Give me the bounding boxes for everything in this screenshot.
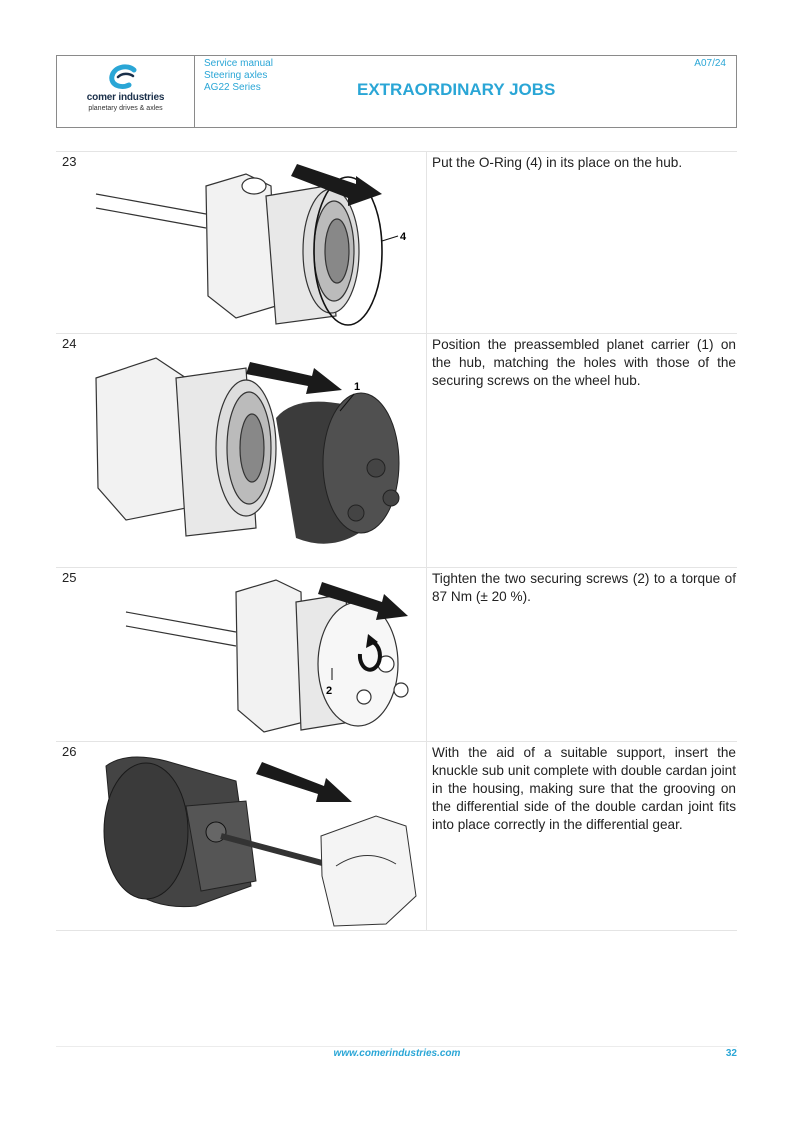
logo-tagline: planetary drives & axles	[88, 105, 163, 112]
logo-name: comer industries	[86, 92, 165, 103]
step-text: Position the preassembled planet carrier (1) on the hub, matching the holes with those of the securing screws on the wheel hub.	[432, 337, 736, 388]
step-number: 25	[62, 570, 77, 585]
section-end-rule	[56, 930, 737, 931]
arrow-icon	[256, 762, 352, 802]
meta-line: Steering axles	[204, 70, 268, 81]
manual-meta	[204, 58, 273, 94]
figure-securing-screws	[86, 572, 422, 738]
step-text: Put the O-Ring (4) in its place on the hub.	[432, 155, 683, 170]
step-number: 26	[62, 744, 77, 759]
footer-rule	[56, 1046, 737, 1047]
column-divider	[426, 568, 427, 742]
column-divider	[426, 742, 427, 931]
step-23	[56, 151, 737, 334]
page-title: EXTRAORDINARY JOBS	[357, 80, 556, 99]
meta-line: Service manual	[204, 58, 273, 69]
figure-planet-carrier	[86, 338, 422, 564]
step-number: 24	[62, 336, 77, 351]
page-header	[56, 55, 737, 128]
callout-label: 1	[354, 381, 361, 393]
callout-label: 4	[400, 231, 407, 243]
footer-url[interactable]: www.comerindustries.com	[333, 1048, 461, 1059]
step-24	[56, 333, 737, 568]
callout-label: 2	[326, 685, 333, 697]
step-text: With the aid of a suitable support, insert the knuckle sub unit complete with double cardan joint in the housing, making sure that the grooving on the differential side of the double cardan joint fits into place correctly in the differential gear.	[432, 745, 736, 832]
column-divider	[426, 334, 427, 568]
figure-knuckle-insert	[86, 746, 422, 927]
column-divider	[426, 152, 427, 334]
step-number: 23	[62, 154, 77, 169]
logo	[57, 56, 195, 127]
page-number: 32	[725, 1048, 737, 1059]
step-26	[56, 741, 737, 931]
step-text: Tighten the two securing screws (2) to a torque of 87 Nm (± 20 %).	[432, 571, 736, 604]
figure-oring-hub	[86, 156, 422, 330]
step-25	[56, 567, 737, 742]
meta-line: AG22 Series	[204, 82, 261, 93]
doc-code: A07/24	[694, 58, 726, 69]
comer-logo-icon	[109, 64, 141, 90]
